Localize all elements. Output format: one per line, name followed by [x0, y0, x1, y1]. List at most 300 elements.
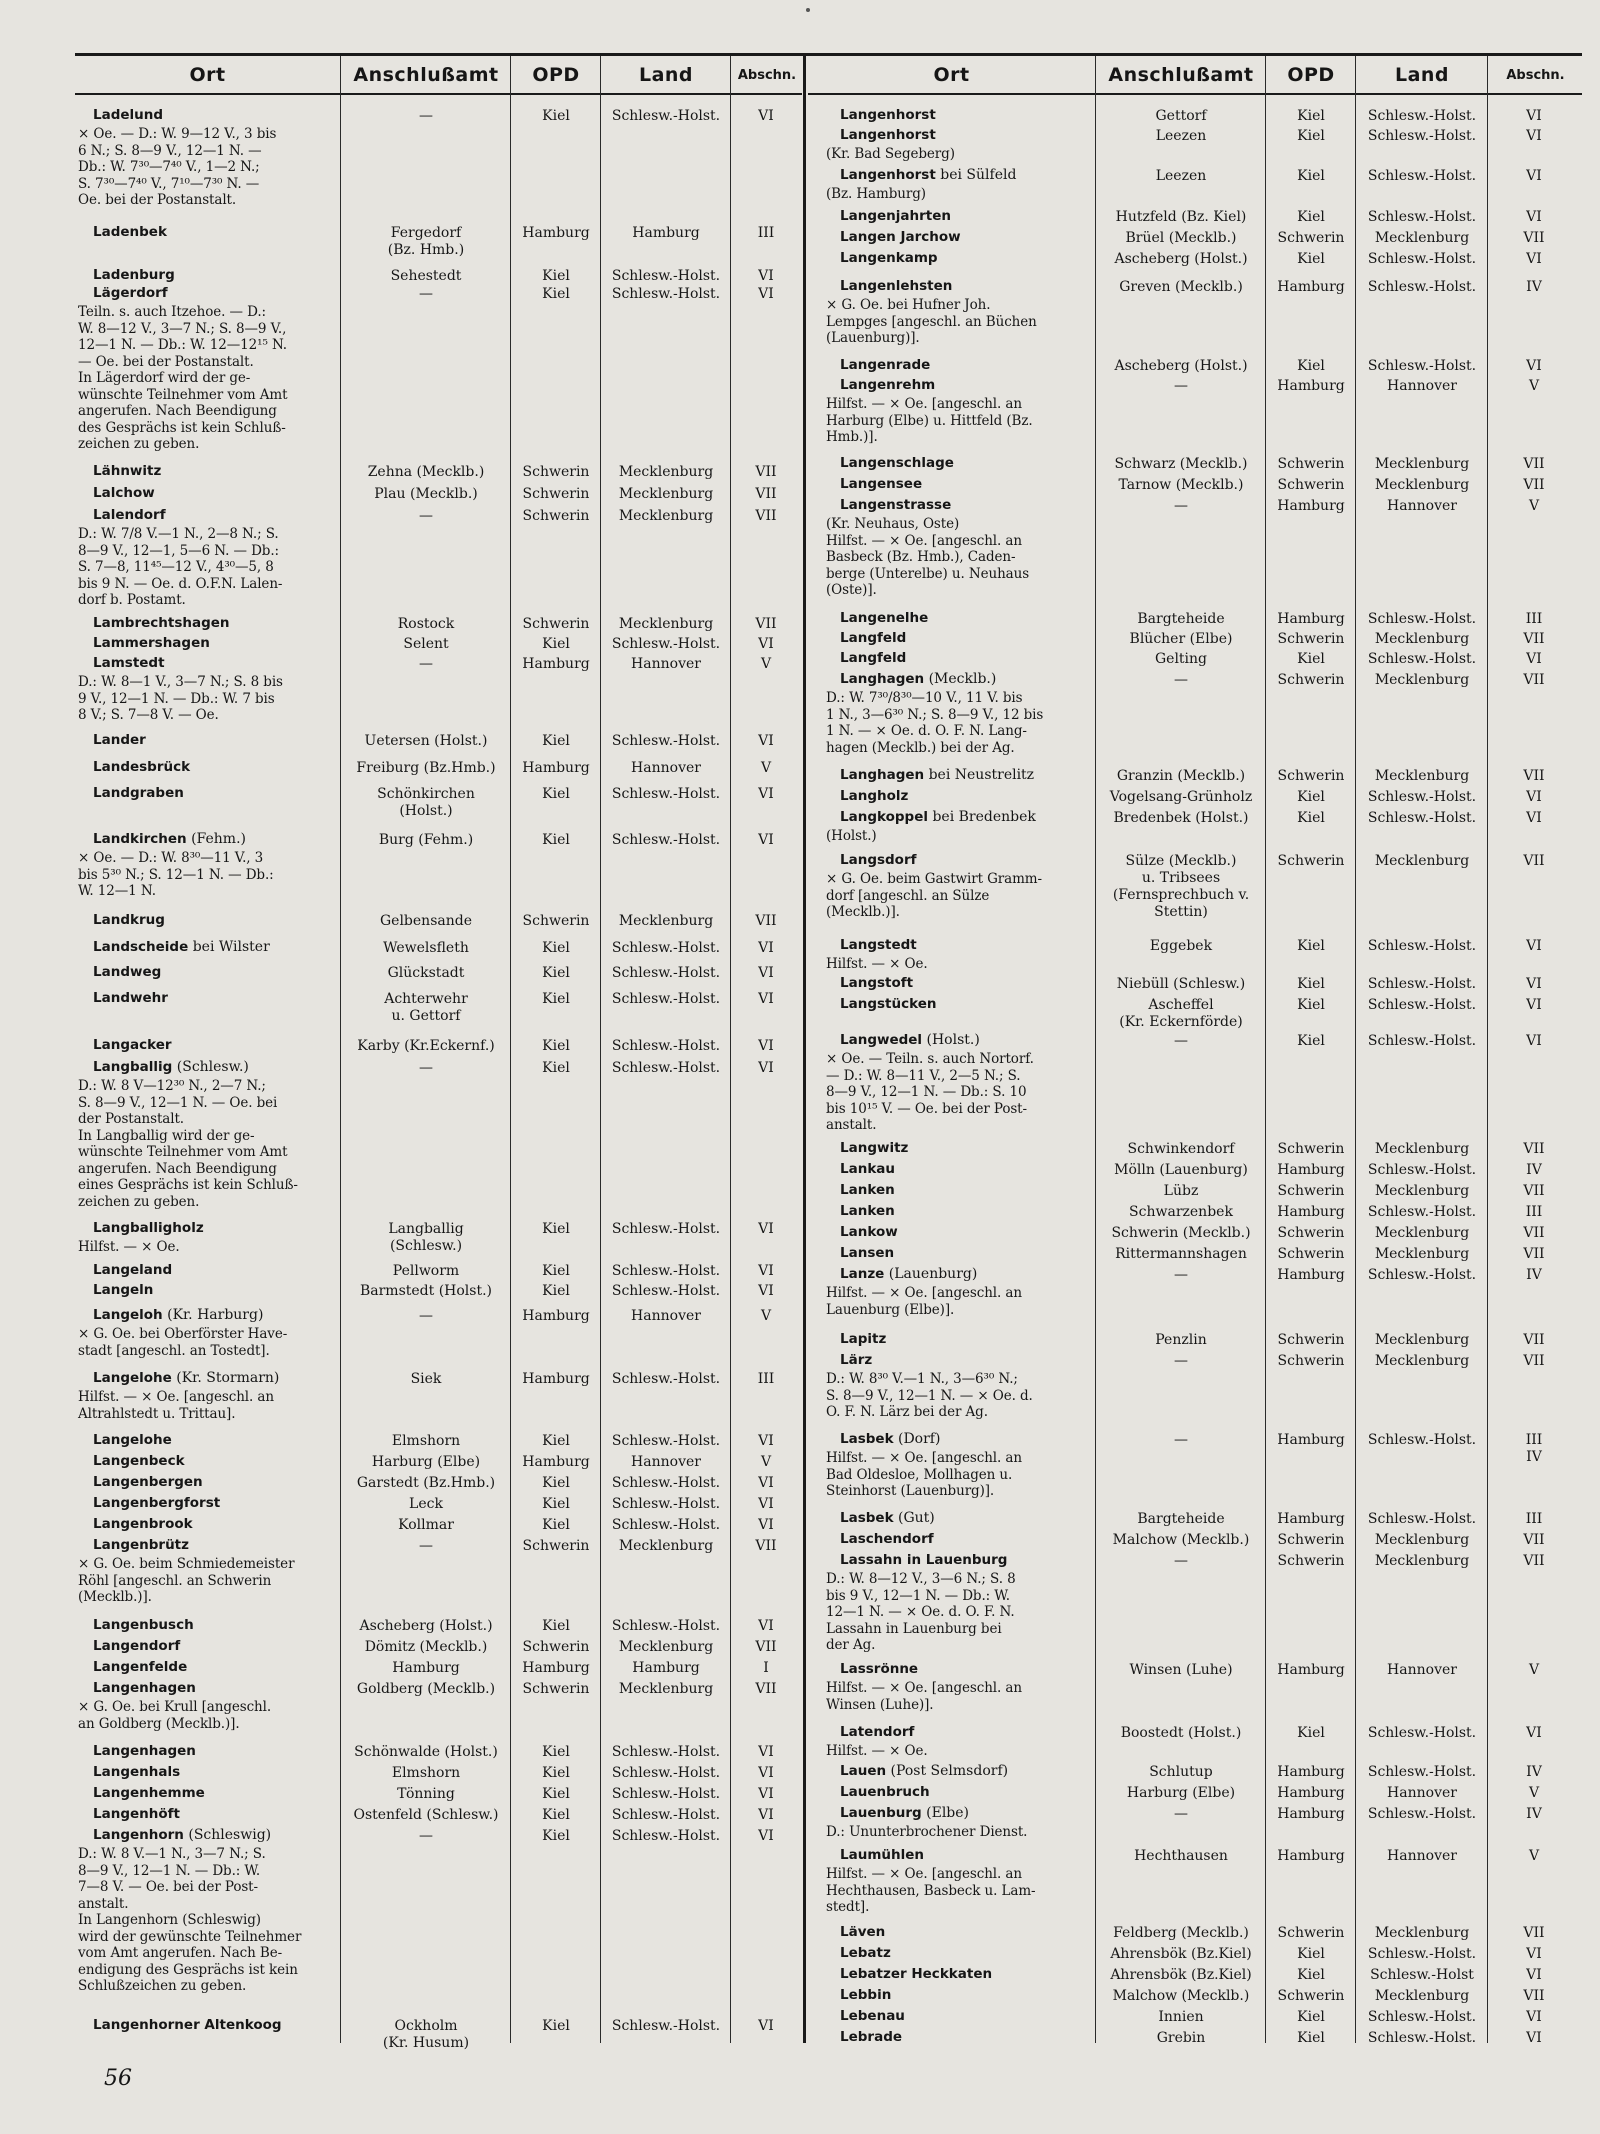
state-name: Schlesw.-Holst. — [1367, 1725, 1477, 1741]
state-name: Schlesw.-Holst. — [1367, 1806, 1477, 1822]
place-name-text: Landwehr — [93, 990, 168, 1006]
state-name: Schlesw.-Holst. — [1367, 168, 1477, 184]
state-name: Mecklenburg — [618, 464, 714, 480]
opd-district: Schwerin — [1277, 1988, 1345, 2004]
list-item — [805, 1783, 1595, 1802]
place-name-text: Langenhorn — [93, 1827, 184, 1843]
section-number: VI — [758, 108, 774, 124]
opd-district: Kiel — [542, 1263, 570, 1279]
opd-district: Schwerin — [1277, 456, 1345, 472]
section-number: VI — [1526, 128, 1542, 144]
header-ort-right: Ort — [933, 64, 970, 86]
state-name: Schlesw.-Holst. — [611, 1618, 721, 1634]
section-number: VI — [758, 268, 774, 284]
place-notes: × Oe. — Teiln. s. auch Nortorf. — D.: W. 8—11 V., 2—5 N.; S. 8—9 V., 12—1 N. — Db.: S. 10 bis 10¹⁵ V. — Oe. bei der Post- anstalt. — [826, 1051, 1034, 1133]
place-notes: × G. Oe. bei Oberförster Have- stadt [angeschl. an Tostedt]. — [78, 1326, 288, 1359]
state-name: Schlesw.-Holst. — [611, 991, 721, 1007]
list-item — [0, 938, 803, 957]
opd-district: Schwerin — [1277, 1225, 1345, 1241]
exchange-office: Lübz — [1163, 1183, 1199, 1199]
place-notes: × G. Oe. beim Schmiedemeister Röhl [angeschl. an Schwerin (Mecklb.)]. — [78, 1556, 295, 1605]
state-name: Schlesw.-Holst. — [611, 1517, 721, 1533]
list-item — [805, 1265, 1595, 1318]
place-notes: Hilfst. — × Oe. — [826, 956, 928, 972]
list-item — [0, 758, 803, 777]
section-number: IV — [1526, 1806, 1542, 1822]
exchange-office: Boostedt (Holst.) — [1120, 1725, 1242, 1741]
list-item — [0, 1826, 803, 1995]
place-name-text: Lamstedt — [93, 655, 165, 671]
opd-district: Kiel — [1297, 810, 1325, 826]
place-qualifier: (Lauenburg) — [884, 1266, 978, 1282]
exchange-office: Kollmar — [398, 1517, 454, 1533]
state-name: Mecklenburg — [1374, 1553, 1470, 1569]
list-item — [805, 808, 1595, 845]
opd-district: Schwerin — [1277, 631, 1345, 647]
opd-district: Schwerin — [1277, 1332, 1345, 1348]
state-name: Schlesw.-Holst. — [611, 733, 721, 749]
section-number: VII — [1523, 672, 1545, 688]
opd-district: Kiel — [1297, 1967, 1325, 1983]
exchange-office: Schwarzenbek — [1129, 1204, 1233, 1220]
state-name: Mecklenburg — [1374, 768, 1470, 784]
place-name-text: Langenhagen — [93, 1743, 196, 1759]
section-number: VI — [758, 733, 774, 749]
place-name-text: Landkirchen — [93, 831, 187, 847]
exchange-office: Tarnow (Mecklb.) — [1118, 477, 1244, 493]
state-name: Mecklenburg — [1374, 230, 1470, 246]
state-name: Schlesw.-Holst — [1370, 1967, 1474, 1983]
section-number: VII — [755, 1681, 777, 1697]
section-number: VI — [1526, 1725, 1542, 1741]
header-anschlussamt-left: Anschlußamt — [353, 64, 499, 86]
opd-district: Hamburg — [1277, 1848, 1345, 1864]
place-name-text: Langelohe — [93, 1432, 172, 1448]
state-name: Schlesw.-Holst. — [611, 268, 721, 284]
header-opd-left: OPD — [532, 64, 580, 86]
section-number: VI — [758, 832, 774, 848]
opd-district: Kiel — [1297, 2009, 1325, 2025]
exchange-office: Hutzfeld (Bz. Kiel) — [1115, 209, 1247, 225]
opd-district: Schwerin — [1277, 477, 1345, 493]
section-number: VI — [758, 940, 774, 956]
state-name: Schlesw.-Holst. — [611, 1433, 721, 1449]
section-number: VI — [1526, 810, 1542, 826]
place-name-text: Lauen — [840, 1763, 887, 1779]
list-item — [805, 1944, 1595, 1963]
opd-district: Schwerin — [522, 1538, 590, 1554]
state-name: Schlesw.-Holst. — [1367, 2009, 1477, 2025]
opd-district: Hamburg — [1277, 498, 1345, 514]
exchange-office: Gelbensande — [379, 913, 472, 929]
state-name: Schlesw.-Holst. — [1367, 2030, 1477, 2046]
place-qualifier: (Dorf) — [893, 1431, 941, 1447]
place-name-text: Ladenbek — [93, 224, 167, 240]
opd-district: Kiel — [1297, 251, 1325, 267]
state-name: Mecklenburg — [1374, 456, 1470, 472]
place-notes: D.: W. 8—1 V., 3—7 N.; S. 8 bis 9 V., 12—1 N. — Db.: W. 7 bis 8 V.; S. 7—8 V. — Oe. — [78, 674, 283, 723]
opd-district: Schwerin — [1277, 1246, 1345, 1262]
place-name-text: Langenbrook — [93, 1516, 193, 1532]
list-item — [805, 207, 1595, 226]
list-item — [805, 1351, 1595, 1421]
page-number: 56 — [104, 2066, 132, 2091]
list-item — [805, 1244, 1595, 1263]
section-number: VI — [1526, 976, 1542, 992]
place-name-text: Langenschlage — [840, 455, 954, 471]
list-item — [0, 731, 803, 750]
place-notes: Hilfst. — × Oe. [angeschl. an Lauenburg (Elbe)]. — [826, 1285, 1022, 1318]
exchange-office: Feldberg (Mecklb.) — [1113, 1925, 1249, 1941]
section-number: VI — [758, 1221, 774, 1237]
place-name-text: Langfeld — [840, 630, 907, 646]
exchange-office: Schwinkendorf — [1127, 1141, 1235, 1157]
list-item — [805, 1509, 1595, 1528]
place-qualifier: (Schleswig) — [183, 1827, 272, 1843]
opd-district: Hamburg — [1277, 1785, 1345, 1801]
exchange-office: Siek — [410, 1371, 442, 1387]
opd-district: Hamburg — [522, 1454, 590, 1470]
place-name-text: Lalchow — [93, 485, 155, 501]
opd-district: Schwerin — [1277, 1141, 1345, 1157]
section-number: VII — [1523, 1353, 1545, 1369]
place-name-text: Langenelhe — [840, 610, 929, 626]
section-number: VII — [755, 486, 777, 502]
place-name-text: Lebenau — [840, 2008, 905, 2024]
exchange-office: Schwarz (Mecklb.) — [1114, 456, 1248, 472]
state-name: Schlesw.-Holst. — [1367, 1204, 1477, 1220]
exchange-office: Harburg (Elbe) — [1126, 1785, 1236, 1801]
opd-district: Kiel — [1297, 209, 1325, 225]
opd-district: Kiel — [1297, 358, 1325, 374]
section-number: VI — [758, 786, 774, 802]
section-number: VI — [758, 1786, 774, 1802]
list-item — [805, 249, 1595, 268]
section-number: III — [757, 225, 775, 241]
opd-district: Kiel — [542, 832, 570, 848]
list-item — [0, 1219, 803, 1256]
place-notes: Hilfst. — × Oe. [angeschl. an Altrahlstedt u. Trittau]. — [78, 1389, 274, 1422]
list-item — [805, 609, 1595, 628]
section-number: VI — [1526, 2009, 1542, 2025]
section-number: VI — [758, 965, 774, 981]
state-name: Mecklenburg — [618, 1538, 714, 1554]
section-number: VII — [1523, 1988, 1545, 2004]
section-number: VI — [758, 1618, 774, 1634]
place-notes: × G. Oe. beim Gastwirt Gramm- dorf [angeschl. an Sülze (Mecklb.)]. — [826, 871, 1042, 920]
opd-district: Schwerin — [1277, 853, 1345, 869]
list-item — [805, 1139, 1595, 1158]
exchange-office: Karby (Kr.Eckernf.) — [357, 1038, 495, 1054]
section-number: VI — [1526, 358, 1542, 374]
section-number: IV — [1526, 1764, 1542, 1780]
place-name-text: Ladelund — [93, 107, 164, 123]
list-item — [805, 475, 1595, 494]
list-item — [0, 1281, 803, 1300]
opd-district: Kiel — [542, 1496, 570, 1512]
list-item — [805, 356, 1595, 375]
place-name-text: Landweg — [93, 964, 162, 980]
exchange-office: Wewelsfleth — [383, 940, 469, 956]
header-land-left: Land — [638, 64, 694, 86]
place-name-text: Langenhagen — [93, 1680, 196, 1696]
place-notes: Hilfst. — × Oe. [angeschl. an Bad Oldesloe, Mollhagen u. Steinhorst (Lauenburg)]. — [826, 1450, 1022, 1499]
opd-district: Hamburg — [1277, 1432, 1345, 1448]
place-notes: D.: W. 8 V.—1 N., 3—7 N.; S. 8—9 V., 12—1 N. — Db.: W. 7—8 V. — Oe. bei der Post- anstalt. In Langenhorn (Schleswig) wird der gewünschte Teilnehmer vom Amt angerufen. Nach Be- endigung des Gesprächs ist kein Schlußzeichen zu geben. — [78, 1846, 302, 1994]
place-name-text: Lankau — [840, 1161, 896, 1177]
section-number: III — [1525, 1204, 1543, 1220]
section-number: IV — [1526, 1162, 1542, 1178]
opd-district: Schwerin — [522, 486, 590, 502]
section-number: VI — [758, 2018, 774, 2034]
section-number: VI — [1526, 108, 1542, 124]
section-number: I — [763, 1660, 769, 1676]
header-bottom-rule-left — [75, 93, 802, 95]
exchange-office: Schlutup — [1149, 1764, 1213, 1780]
section-number: VI — [758, 1496, 774, 1512]
exchange-office: Bargteheide — [1137, 1511, 1225, 1527]
place-notes: × G. Oe. bei Hufner Joh. Lempges [angeschl. an Büchen (Lauenburg)]. — [826, 297, 1037, 346]
place-name-text: Lalendorf — [93, 507, 166, 523]
place-name-text: Lauenburg — [840, 1805, 922, 1821]
place-qualifier: (Schlesw.) — [172, 1059, 249, 1075]
list-item — [0, 1473, 803, 1492]
exchange-office: Leezen — [1155, 128, 1207, 144]
opd-district: Kiel — [542, 108, 570, 124]
list-item — [0, 1058, 803, 1210]
place-name-text: Landesbrück — [93, 759, 191, 775]
place-notes: × Oe. — D.: W. 8³⁰—11 V., 3 bis 5³⁰ N.; S. 12—1 N. — Db.: W. 12—1 N. — [78, 850, 274, 899]
place-name-text: Lapitz — [840, 1331, 887, 1347]
opd-district: Hamburg — [522, 225, 590, 241]
opd-district: Kiel — [542, 733, 570, 749]
state-name: Hannover — [1387, 378, 1457, 394]
place-name-text: Langelohe — [93, 1370, 172, 1386]
place-notes: Teiln. s. auch Itzehoe. — D.: W. 8—12 V., 3—7 N.; S. 8—9 V., 12—1 N. — Db.: W. 12—12¹⁵ N. — Oe. bei der Postanstalt. In Lägerdorf wird der ge- wünschte Teilnehmer vom Amt angerufen. Nach Beendigung des Gesprächs ist kein Schluß- zeichen zu geben. — [78, 304, 288, 452]
place-name-text: Langwitz — [840, 1140, 909, 1156]
place-name-text: Langenstrasse — [840, 497, 952, 513]
list-item — [0, 654, 803, 724]
section-number: VII — [1523, 477, 1545, 493]
place-name-text: Langeloh — [93, 1307, 163, 1323]
section-number: VI — [758, 1263, 774, 1279]
section-number: V — [1528, 498, 1540, 514]
section-number: VII — [1523, 1183, 1545, 1199]
state-name: Hannover — [631, 1454, 701, 1470]
place-name-text: Langenbeck — [93, 1453, 185, 1469]
exchange-office: Greven (Mecklb.) — [1119, 279, 1243, 295]
opd-district: Schwerin — [522, 1681, 590, 1697]
list-item — [805, 1202, 1595, 1221]
opd-district: Kiel — [1297, 789, 1325, 805]
opd-district: Schwerin — [522, 508, 590, 524]
opd-district: Kiel — [1297, 128, 1325, 144]
list-item — [805, 1330, 1595, 1349]
state-name: Mecklenburg — [618, 486, 714, 502]
list-item — [805, 1160, 1595, 1179]
exchange-office: Elmshorn — [391, 1765, 461, 1781]
exchange-office: Sülze (Mecklb.) u. Tribsees (Fernsprechbuch v. Stettin) — [1112, 853, 1250, 920]
list-item — [805, 1723, 1595, 1760]
place-name-text: Latendorf — [840, 1724, 915, 1740]
opd-district: Kiel — [1297, 938, 1325, 954]
place-name-text: Lassahn in Lauenburg — [840, 1552, 1008, 1568]
opd-district: Kiel — [1297, 976, 1325, 992]
list-item — [0, 634, 803, 653]
opd-district: Kiel — [542, 1283, 570, 1299]
state-name: Schlesw.-Holst. — [611, 1371, 721, 1387]
exchange-office: Elmshorn — [391, 1433, 461, 1449]
opd-district: Kiel — [1297, 108, 1325, 124]
section-number: VI — [758, 1807, 774, 1823]
opd-district: Kiel — [542, 1475, 570, 1491]
exchange-office: Fergedorf (Bz. Hmb.) — [387, 225, 465, 258]
state-name: Schlesw.-Holst. — [611, 786, 721, 802]
state-name: Schlesw.-Holst. — [611, 1786, 721, 1802]
state-name: Mecklenburg — [1374, 1225, 1470, 1241]
section-number: VI — [1526, 251, 1542, 267]
opd-district: Kiel — [542, 268, 570, 284]
opd-district: Kiel — [542, 1744, 570, 1760]
exchange-office: Ahrensbök (Bz.Kiel) — [1110, 1946, 1252, 1962]
list-item — [805, 1660, 1595, 1713]
list-item — [0, 106, 803, 209]
place-notes: D.: W. 8³⁰ V.—1 N., 3—6³⁰ N.; S. 8—9 V., 12—1 N. — × Oe. d. O. F. N. Lärz bei der Ag. — [826, 1371, 1033, 1420]
place-name-text: Langen Jarchow — [840, 229, 961, 245]
state-name: Schlesw.-Holst. — [611, 1828, 721, 1844]
exchange-office: Brüel (Mecklb.) — [1125, 230, 1237, 246]
exchange-office: Gettorf — [1155, 108, 1207, 124]
state-name: Schlesw.-Holst. — [1367, 976, 1477, 992]
place-name-text: Lebrade — [840, 2029, 903, 2045]
exchange-office: Uetersen (Holst.) — [364, 733, 488, 749]
state-name: Hannover — [631, 1308, 701, 1324]
section-number: VI — [1526, 789, 1542, 805]
header-bottom-rule-right — [808, 93, 1582, 95]
state-name: Schlesw.-Holst. — [1367, 209, 1477, 225]
list-item — [805, 2028, 1595, 2047]
place-name-text: Langenkamp — [840, 250, 938, 266]
exchange-office: Pellworm — [392, 1263, 460, 1279]
opd-district: Hamburg — [1277, 1511, 1345, 1527]
exchange-office: — — [1174, 1267, 1188, 1283]
place-name-text: Langenbrütz — [93, 1537, 189, 1553]
place-name-text: Lambrechtshagen — [93, 615, 230, 631]
section-number: V — [1528, 1785, 1540, 1801]
exchange-office: — — [1174, 1553, 1188, 1569]
section-number: VII — [755, 913, 777, 929]
opd-district: Hamburg — [522, 1308, 590, 1324]
list-item — [0, 784, 803, 819]
opd-district: Hamburg — [1277, 1204, 1345, 1220]
opd-district: Kiel — [542, 1433, 570, 1449]
state-name: Mecklenburg — [618, 1681, 714, 1697]
place-name-text: Landgraben — [93, 785, 184, 801]
opd-district: Kiel — [542, 1517, 570, 1533]
list-item — [0, 223, 803, 258]
section-number: V — [760, 1308, 772, 1324]
place-name-text: Langenhorst — [840, 127, 936, 143]
list-item — [0, 1452, 803, 1471]
section-number: VII — [1523, 1553, 1545, 1569]
opd-district: Kiel — [542, 1221, 570, 1237]
list-item — [805, 106, 1595, 125]
place-qualifier: bei Sülfeld — [935, 167, 1017, 183]
exchange-office: Gelting — [1154, 651, 1208, 667]
place-name-text: Langballigholz — [93, 1220, 204, 1236]
place-name-text: Langstoft — [840, 975, 914, 991]
list-item — [805, 496, 1595, 599]
opd-district: Schwerin — [522, 1639, 590, 1655]
exchange-office: — — [419, 1538, 433, 1554]
list-item — [805, 787, 1595, 806]
state-name: Mecklenburg — [1374, 853, 1470, 869]
place-qualifier: (Post Selmsdorf) — [886, 1763, 1009, 1779]
place-name-text: Langenbergforst — [93, 1495, 221, 1511]
opd-district: Schwerin — [1277, 1532, 1345, 1548]
state-name: Mecklenburg — [618, 616, 714, 632]
state-name: Schlesw.-Holst. — [611, 1744, 721, 1760]
place-name-text: Lähnwitz — [93, 463, 162, 479]
opd-district: Kiel — [542, 1828, 570, 1844]
state-name: Schlesw.-Holst. — [1367, 1764, 1477, 1780]
exchange-office: — — [1174, 1033, 1188, 1049]
list-item — [0, 462, 803, 481]
place-qualifier: (Mecklb.) — [924, 671, 997, 687]
exchange-office: Leezen — [1155, 168, 1207, 184]
place-name-text: Lansen — [840, 1245, 895, 1261]
header-ort-left: Ort — [189, 64, 226, 86]
opd-district: Schwerin — [1277, 230, 1345, 246]
place-name-text: Langeland — [93, 1262, 173, 1278]
place-name-text: Laumühlen — [840, 1847, 925, 1863]
exchange-office: Blücher (Elbe) — [1129, 631, 1233, 647]
list-item — [0, 1369, 803, 1422]
state-name: Mecklenburg — [1374, 1332, 1470, 1348]
place-name-text: Langenhorst — [840, 167, 936, 183]
state-name: Schlesw.-Holst. — [1367, 358, 1477, 374]
list-item — [805, 1181, 1595, 1200]
section-number: VII — [755, 1639, 777, 1655]
place-notes: (Bz. Hamburg) — [826, 186, 926, 202]
section-number: V — [1528, 1662, 1540, 1678]
exchange-office: Barmstedt (Holst.) — [359, 1283, 493, 1299]
section-number: V — [1528, 378, 1540, 394]
place-notes: × G. Oe. bei Krull [angeschl. an Goldberg (Mecklb.)]. — [78, 1699, 272, 1732]
state-name: Schlesw.-Holst. — [1367, 1511, 1477, 1527]
state-name: Hannover — [1387, 498, 1457, 514]
exchange-office: Granzin (Mecklb.) — [1116, 768, 1246, 784]
list-item — [805, 228, 1595, 247]
exchange-office: Burg (Fehm.) — [378, 832, 474, 848]
place-name-text: Langwedel — [840, 1032, 923, 1048]
section-number: V — [1528, 1848, 1540, 1864]
exchange-office: Bredenbek (Holst.) — [1113, 810, 1249, 826]
section-number: V — [760, 1454, 772, 1470]
opd-district: Schwerin — [522, 464, 590, 480]
exchange-office: Achterwehr u. Gettorf — [384, 991, 468, 1024]
state-name: Schlesw.-Holst. — [1367, 789, 1477, 805]
exchange-office: Ostenfeld (Schlesw.) — [353, 1807, 499, 1823]
section-number: VII — [1523, 1332, 1545, 1348]
section-number: IV — [1526, 1267, 1542, 1283]
exchange-office: Freiburg (Bz.Hmb.) — [356, 760, 496, 776]
header-opd-right: OPD — [1287, 64, 1335, 86]
opd-district: Kiel — [542, 2018, 570, 2034]
section-number: III — [1525, 611, 1543, 627]
opd-district: Kiel — [542, 1038, 570, 1054]
place-name-text: Langenhemme — [93, 1785, 205, 1801]
